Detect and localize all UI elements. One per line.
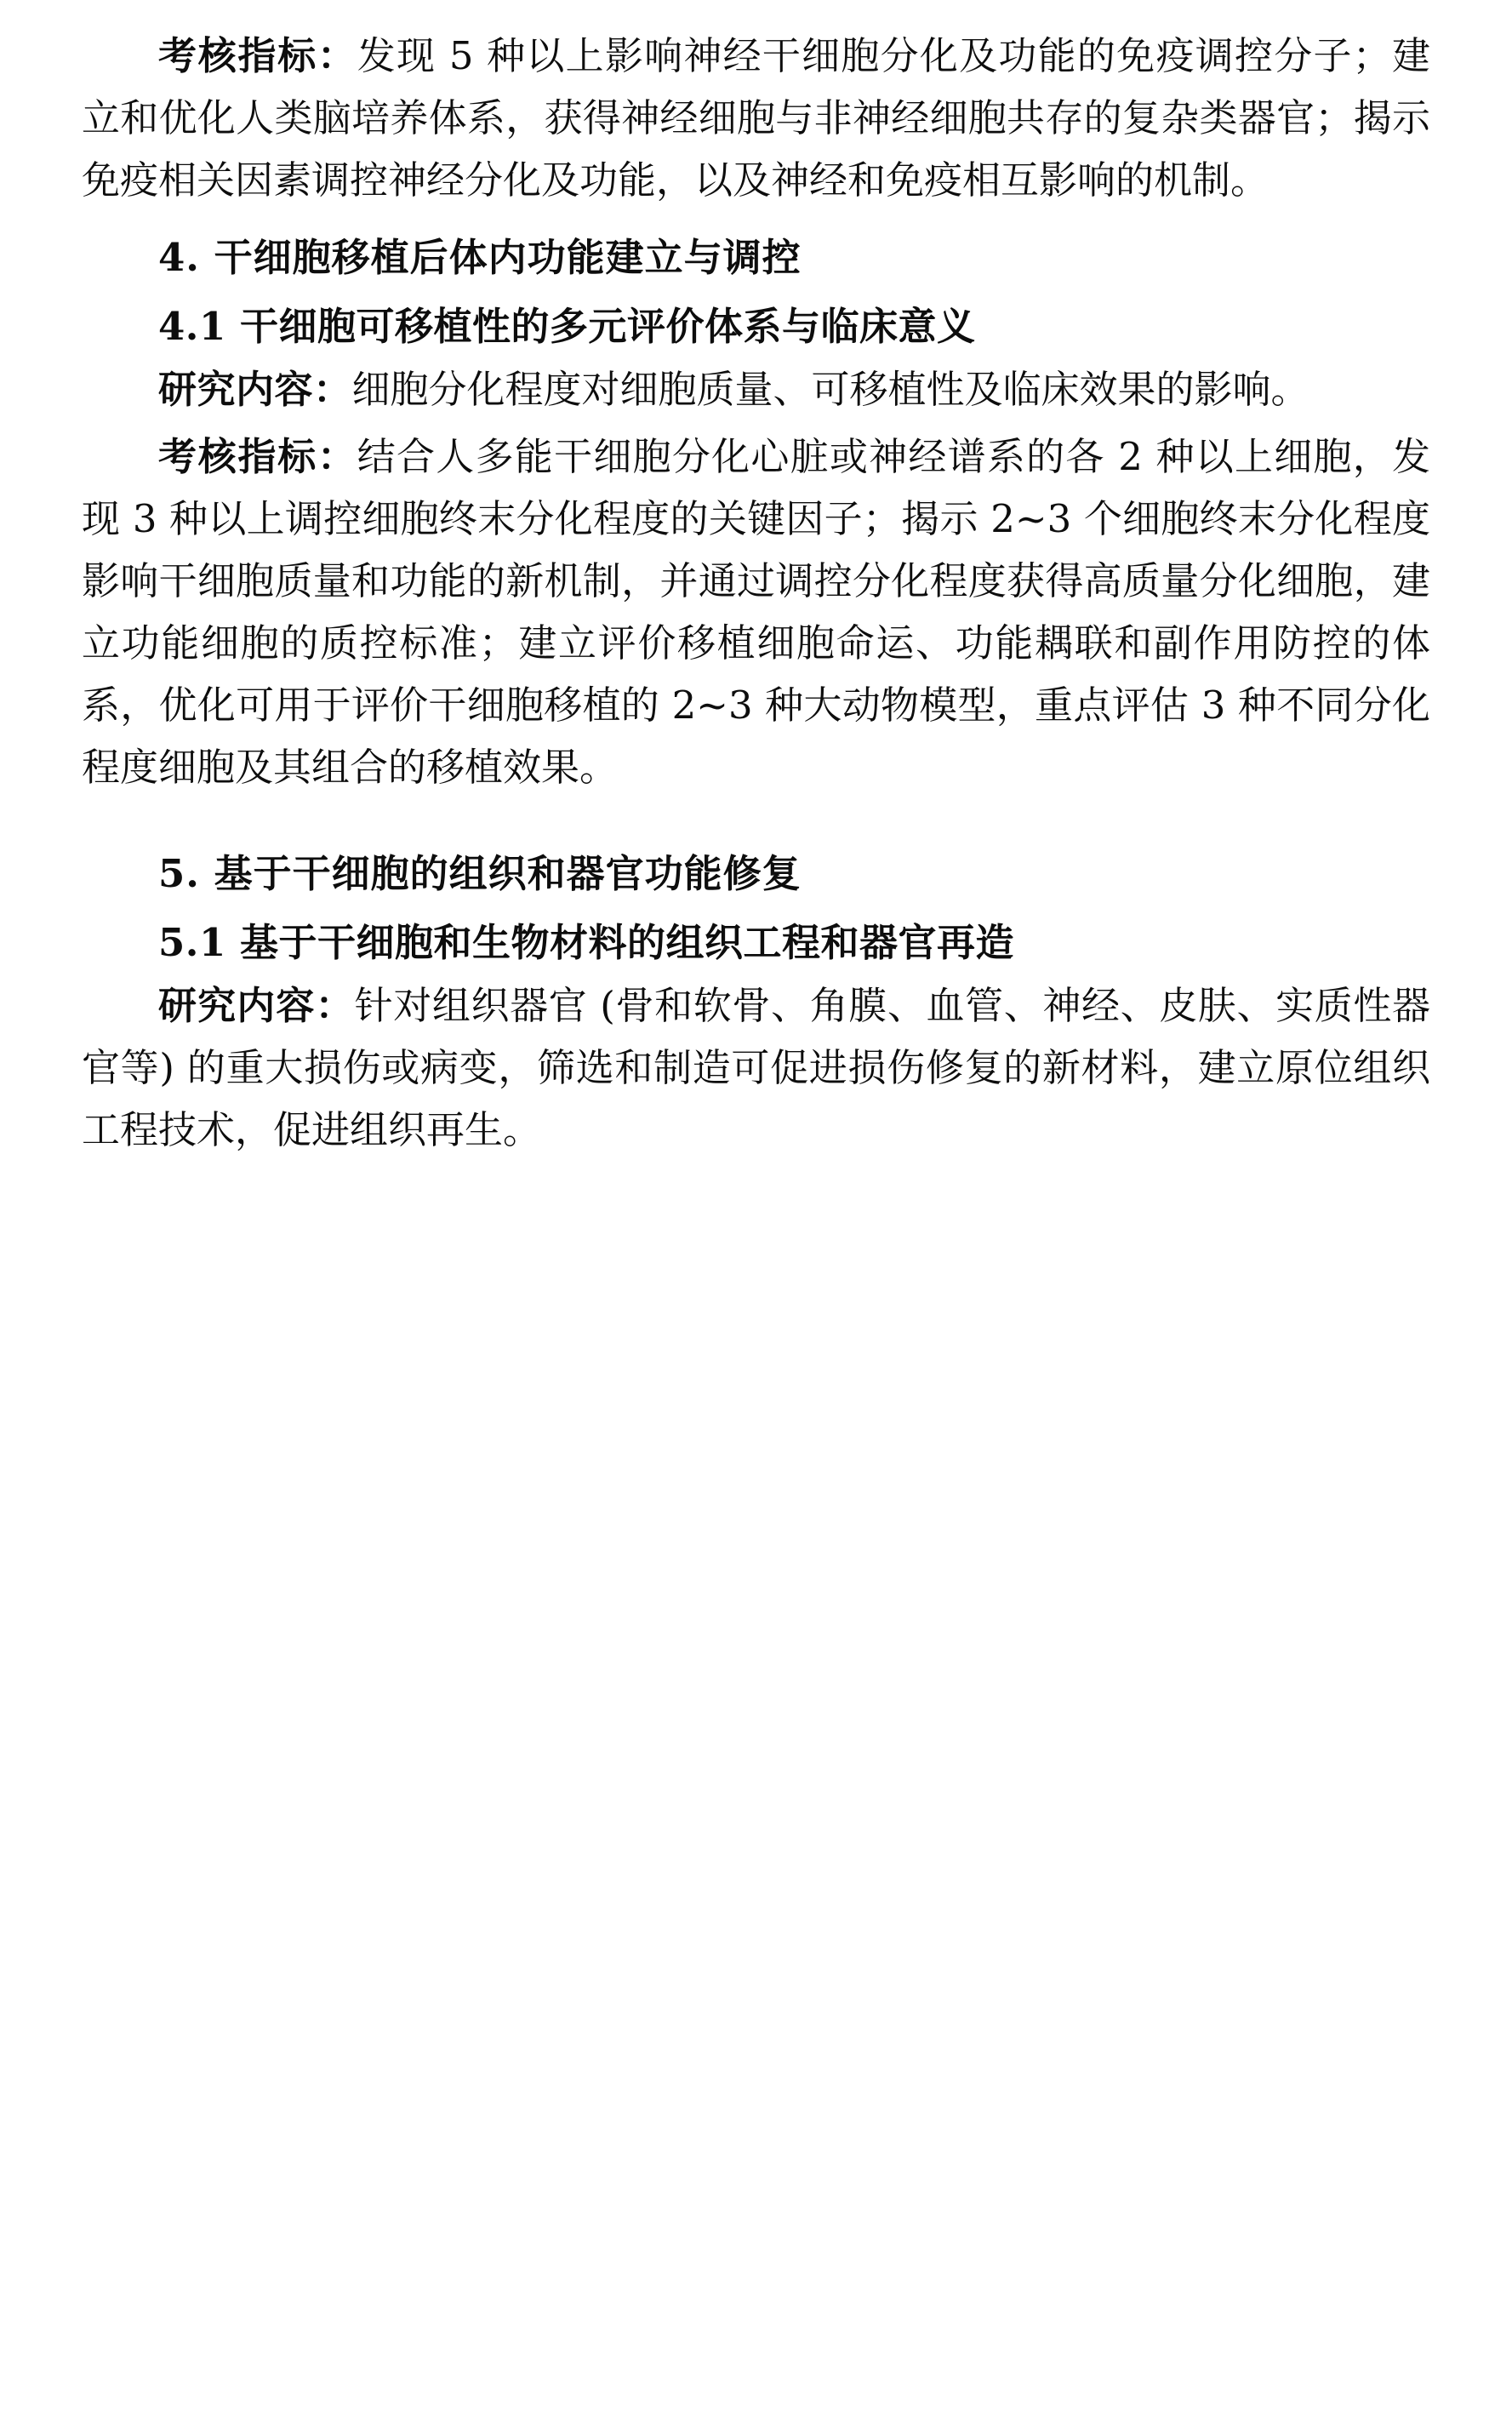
- heading-section-5: 5. 基于干细胞的组织和器官功能修复: [158, 850, 802, 896]
- paragraph-assessment-1-text: 发现 5 种以上影响神经干细胞分化及功能的免疫调控分子；建立和优化人类脑培养体系，获得神经细胞与非神经细胞共存的复杂类器官；揭示免疫相关因素调控神经分化及功能，以及神经和免疫相互影响的机制。: [82, 33, 1430, 203]
- paragraph-research-content-2-text: 针对组织器官 (骨和软骨、角膜、血管、神经、皮肤、实质性器官等) 的重大损伤或病变，筛选和制造可促进损伤修复的新材料，建立原位组织工程技术，促进组织再生。: [82, 983, 1430, 1153]
- paragraph-assessment-1: [82, 26, 1430, 212]
- paragraph-research-content-2: [82, 975, 1430, 1162]
- section-spacer: [82, 804, 1430, 828]
- heading-section-5-1: 5.1 基于干细胞和生物材料的组织工程和器官再造: [158, 919, 1014, 965]
- paragraph-research-content-1: [82, 359, 1430, 421]
- paragraph-research-content-2-label: 研究内容：: [158, 983, 355, 1029]
- paragraph-assessment-2-label: 考核指标：: [158, 434, 357, 480]
- paragraph-assessment-2-text: 结合人多能干细胞分化心脏或神经谱系的各 2 种以上细胞，发现 3 种以上调控细胞终末分化程度的关键因子；揭示 2~3 个细胞终末分化程度影响干细胞质量和功能的新机制，并通过调控分化程度获得高质量分化细胞，建立功能细胞的质控标准；建立评价移植细胞命运、功能耦联和副作用防控的体系，优化可用于评价干细胞移植的 2~3 种大动物模型，重点评估 3 种不同分化程度细胞及其组合的移植效果。: [82, 434, 1430, 790]
- paragraph-assessment-2: [82, 426, 1430, 798]
- heading-section-4: 4. 干细胞移植后体内功能建立与调控: [158, 234, 802, 280]
- paragraph-assessment-1-label: 考核指标：: [158, 33, 357, 78]
- paragraph-research-content-1-label: 研究内容：: [158, 367, 352, 413]
- heading-section-4-1: 4.1 干细胞可移植性的多元评价体系与临床意义: [158, 303, 976, 349]
- paragraph-research-content-1-text: 细胞分化程度对细胞质量、可移植性及临床效果的影响。: [351, 367, 1309, 413]
